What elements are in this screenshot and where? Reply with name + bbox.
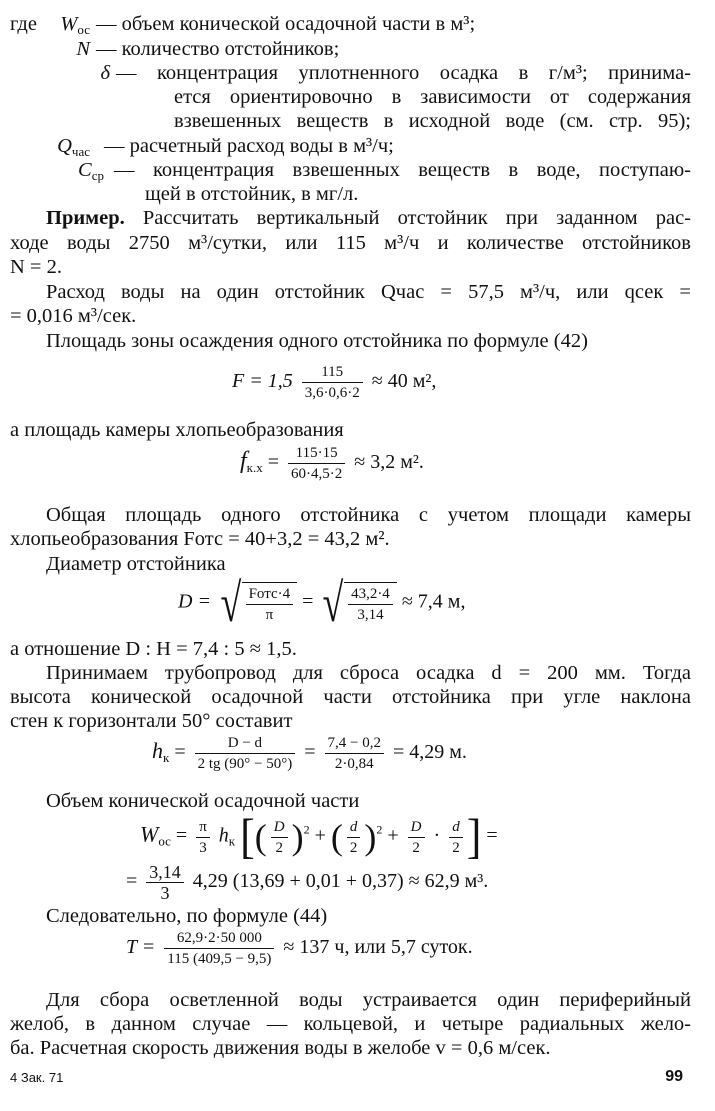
def-text-w: — объем конической осадочной части в м³; [96,13,476,35]
def-symbol-w: $W_{ос}$ [60,13,90,37]
def-text-c: — концентрация взвешенных веществ в воде, поступаю- [114,159,691,181]
def-text-c-cont: щей в отстойник, в мг/л. [145,183,359,205]
flow-line-1: Расход воды на один отстойник Qчас = 57,5 м³/ч, или qсек = [46,281,691,303]
where-word: где [10,13,37,35]
footer-signature: 4 Зак. 71 [10,1070,64,1085]
equation-f-area: F = 1,5 $\frac{115}{3,6\cdot 0,6\cdot 2}$ ≈ 40 м², [232,364,437,401]
equation-volume-line-1: $W_{ос}$ = $\frac{\pi}{3}$ $h_к$ [( $\frac{D}{2}$ )$^2$ + ( $\frac{d}{2}$ )$^2$ + $\frac{D}{2}$ · $\frac{d}{2}$ ] = [140,809,498,864]
flocculation-intro: а площадь камеры хлопьеобразования [10,419,344,441]
def-symbol-q: $Q_{час}$ [57,135,90,159]
pipe-line-3: стен к горизонтали 50° составит [10,710,293,732]
ratio-line: а отношение D : H = 7,4 : 5 ≈ 1,5. [10,638,297,660]
pipe-line-1: Принимаем трубопровод для сброса осадка d = 200 мм. Тогда [46,662,691,684]
example-line-1: Пример. Рассчитать вертикальный отстойник при заданном рас- [46,207,691,229]
diameter-intro: Диаметр отстойника [46,553,226,575]
page-number: 99 [665,1068,683,1085]
equation-time: T = $\frac{62,9\cdot 2\cdot 50 000}{115 (409,5 - 9,5)}$ ≈ 137 ч, или 5,7 суток. [126,930,473,967]
equation-volume-line-2: = $\frac{3,14}{3}$ 4,29 (13,69 + 0,01 + 0,37) ≈ 62,9 м³. [126,862,489,903]
equation-diameter: D = √ $\frac{\text{Fотс·4}}{\pi}$ = √ $\frac{43,2\cdot 4}{3,14}$ ≈ 7,4 м, [178,573,466,633]
def-text-delta-cont2: взвешенных веществ в исходной воде (см. стр. 95); [174,110,691,132]
pipe-line-2: высота конической осадочной части отстойника при угле наклона [10,686,691,708]
gutter-line-2: желоб, в данном случае — кольцевой, и четыре радиальных жело- [10,1013,691,1035]
def-symbol-c: $C_{ср}$ [78,159,104,183]
area-intro: Площадь зоны осаждения одного отстойника по формуле (42) [46,330,588,352]
gutter-line-1: Для сбора осветленной воды устраивается один периферийный [46,989,691,1011]
def-symbol-n: N [76,38,90,60]
example-label: Пример. [46,207,125,229]
def-text-n: — количество отстойников; [96,38,340,60]
gutter-line-3: ба. Расчетная скорость движения воды в желобе v = 0,6 м/сек. [10,1037,551,1059]
flow-line-2: = 0,016 м³/сек. [10,305,137,327]
def-text-delta: — концентрация уплотненного осадка в г/м³; принима- [116,62,691,84]
def-text-q: — расчетный расход воды в м³/ч; [104,135,394,157]
example-line-3: N = 2. [10,256,62,278]
therefore-line: Следовательно, по формуле (44) [46,905,328,927]
equation-cone-height: $h_к$ = $\frac{D - d}{2 tg (90^\circ - 50^\circ)}$ = $\frac{7,4 - 0,2}{2\cdot 0,84}$ = 4,29 м. [152,735,467,772]
equation-flocculation-area: $f_{к.х}$ = $\frac{115\cdot 15}{60\cdot 4,5\cdot 2}$ ≈ 3,2 м². [240,445,424,482]
volume-intro: Объем конической осадочной части [46,790,360,812]
def-symbol-delta: δ [100,62,110,84]
example-line-2: ходе воды 2750 м³/сутки, или 115 м³/ч и количестве отстойников [10,232,691,254]
total-line-2: хлопьеобразования Fотс = 40+3,2 = 43,2 м². [10,528,390,550]
total-line-1: Общая площадь одного отстойника с учетом площади камеры [46,504,691,526]
def-text-delta-cont1: ется ориентировочно в зависимости от содержания [174,86,691,108]
